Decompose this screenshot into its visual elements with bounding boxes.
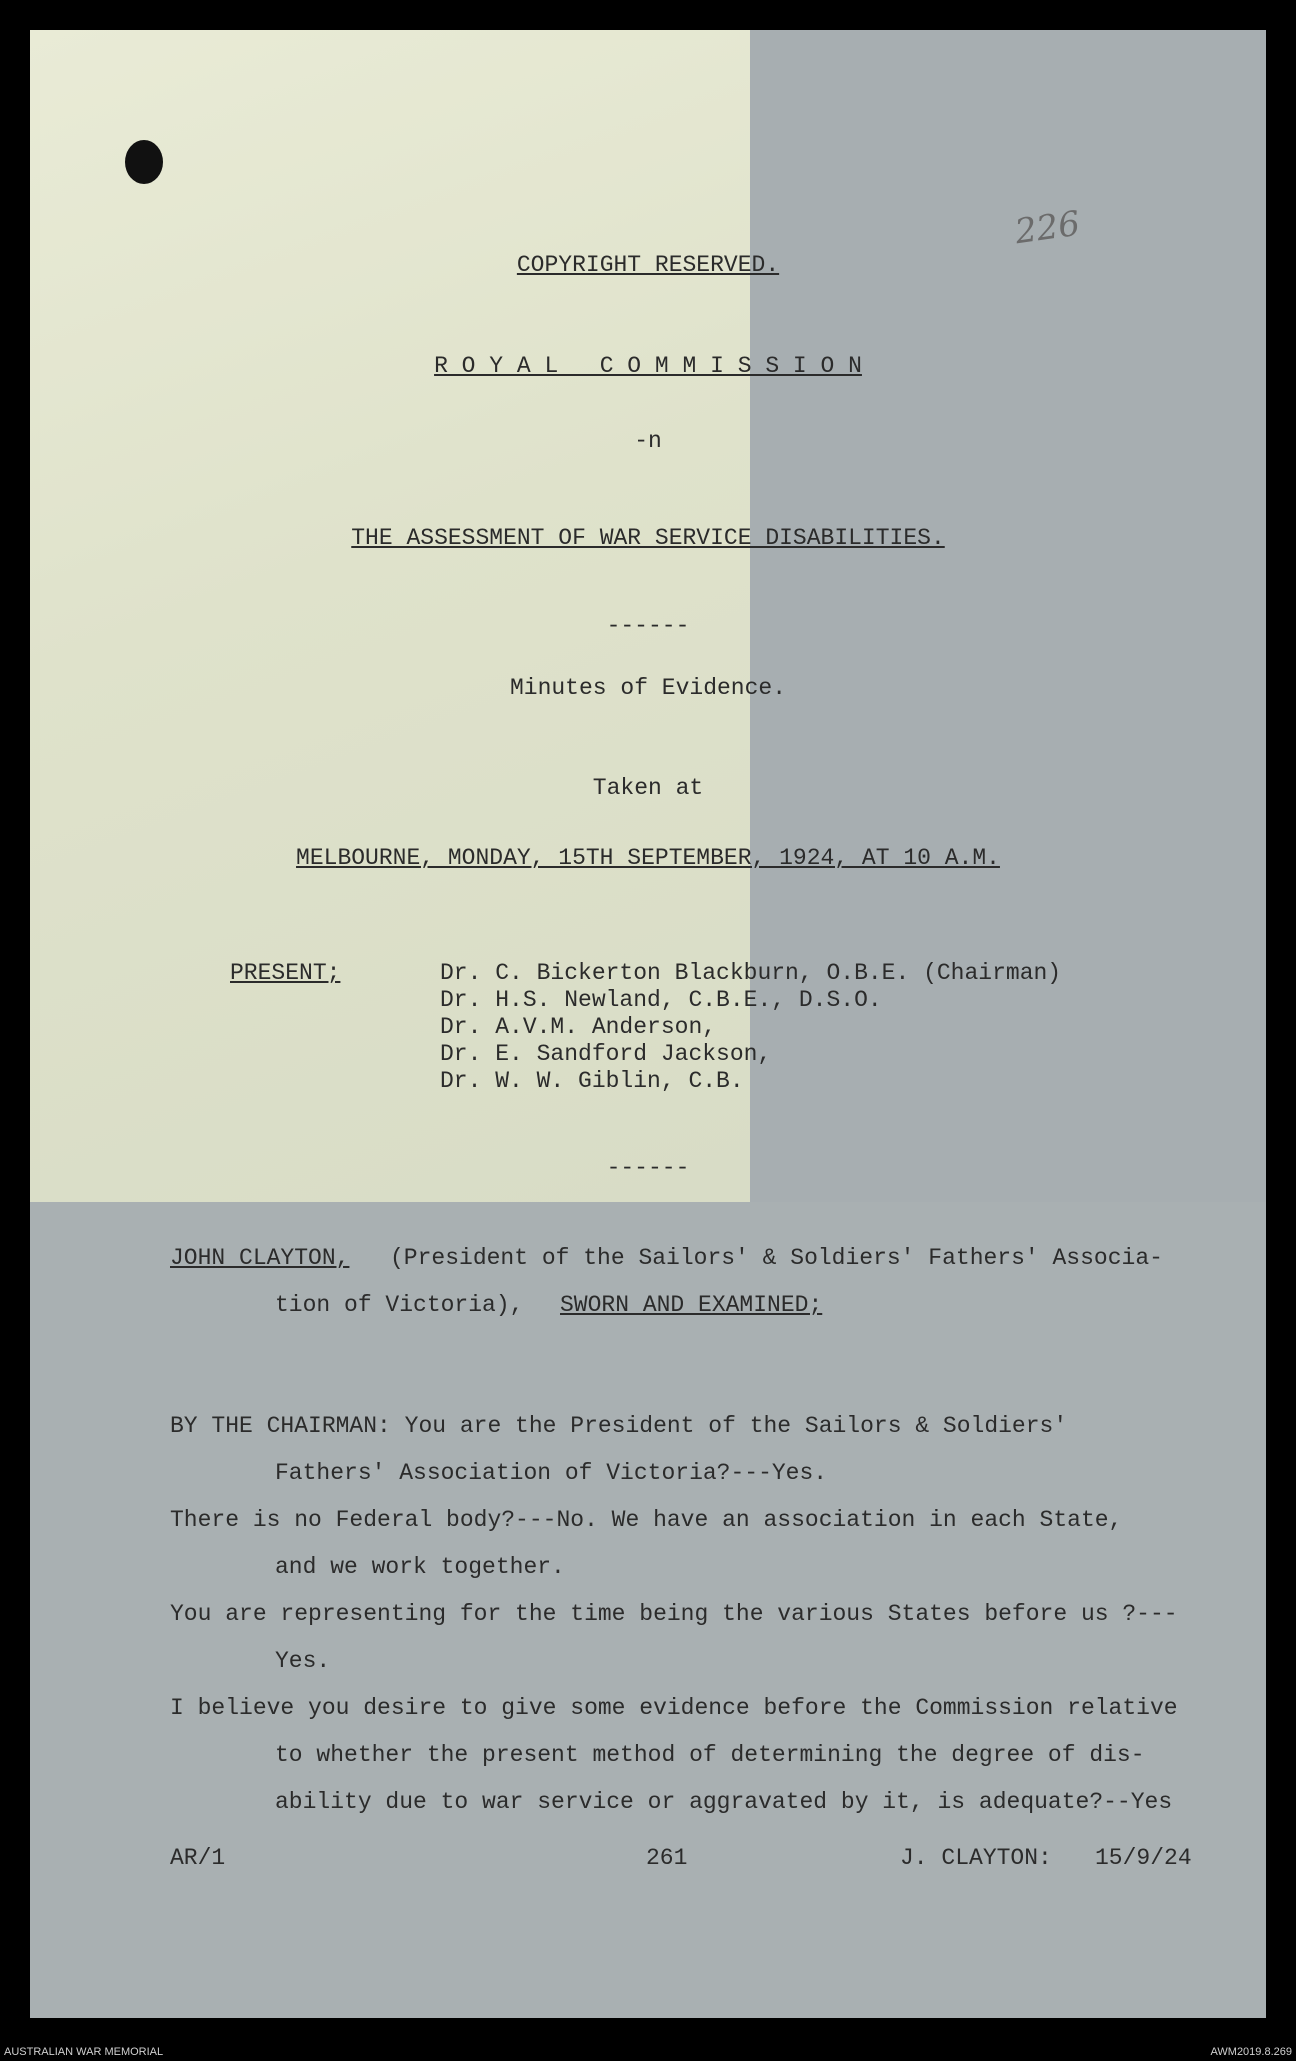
witness-description: (President of the Sailors' & Soldiers' Fathers' Associa- [390, 1245, 1163, 1271]
separator-2: ------ [606, 1155, 690, 1181]
testimony-line: You are representing for the time being the various States before us ?--- [170, 1601, 1178, 1627]
testimony-line: and we work together. [275, 1554, 565, 1580]
testimony-line: to whether the present method of determining the degree of dis- [275, 1742, 1145, 1768]
archive-source: AUSTRALIAN WAR MEMORIAL [4, 2046, 164, 2058]
testimony-line: BY THE CHAIRMAN: You are the President of the Sailors & Soldiers' [170, 1413, 1068, 1439]
witness-name: JOHN CLAYTON, [170, 1245, 350, 1271]
document-page [30, 30, 1266, 2018]
taken-at: Taken at [592, 775, 704, 801]
footer-page-number: 261 [646, 1845, 688, 1871]
place-date: MELBOURNE, MONDAY, 15TH SEPTEMBER, 1924, AT 10 A.M. [296, 845, 1000, 871]
present-member: Dr. W. W. Giblin, C.B. [440, 1068, 744, 1094]
subject-title: THE ASSESSMENT OF WAR SERVICE DISABILITIES. [351, 525, 945, 551]
witness-description-cont: tion of Victoria), [275, 1292, 524, 1318]
present-member: Dr. C. Bickerton Blackburn, O.B.E. (Chairman) [440, 960, 1062, 986]
present-member: Dr. H.S. Newland, C.B.E., D.S.O. [440, 987, 882, 1013]
copyright-notice: COPYRIGHT RESERVED. [516, 252, 780, 278]
archive-id: AWM2019.8.269 [1210, 2046, 1292, 2058]
testimony-line: Fathers' Association of Victoria?---Yes. [275, 1460, 828, 1486]
present-label: PRESENT; [230, 960, 341, 986]
testimony-line: I believe you desire to give some evidence before the Commission relative [170, 1695, 1178, 1721]
present-member: Dr. E. Sandford Jackson, [440, 1041, 772, 1067]
footer-date: 15/9/24 [1095, 1845, 1192, 1871]
footer-witness: J. CLAYTON: [900, 1845, 1052, 1871]
minutes-heading: Minutes of Evidence. [509, 675, 787, 701]
testimony-line: Yes. [275, 1648, 331, 1674]
footer-ref: AR/1 [170, 1845, 226, 1871]
separator-1: ------ [606, 613, 690, 639]
present-member: Dr. A.V.M. Anderson, [440, 1014, 717, 1040]
handwritten-note: 226 [1012, 203, 1083, 253]
punch-hole [125, 140, 163, 184]
testimony-line: ability due to war service or aggravated by it, is adequate?--Yes [275, 1789, 1173, 1815]
commission-title: R O Y A L C O M M I S S I O N [434, 353, 862, 379]
archive-caption-bar [0, 2042, 1296, 2061]
on-word: -n [634, 428, 662, 454]
testimony-line: There is no Federal body?---No. We have an association in each State, [170, 1507, 1123, 1533]
sworn-examined: SWORN AND EXAMINED; [560, 1292, 823, 1318]
